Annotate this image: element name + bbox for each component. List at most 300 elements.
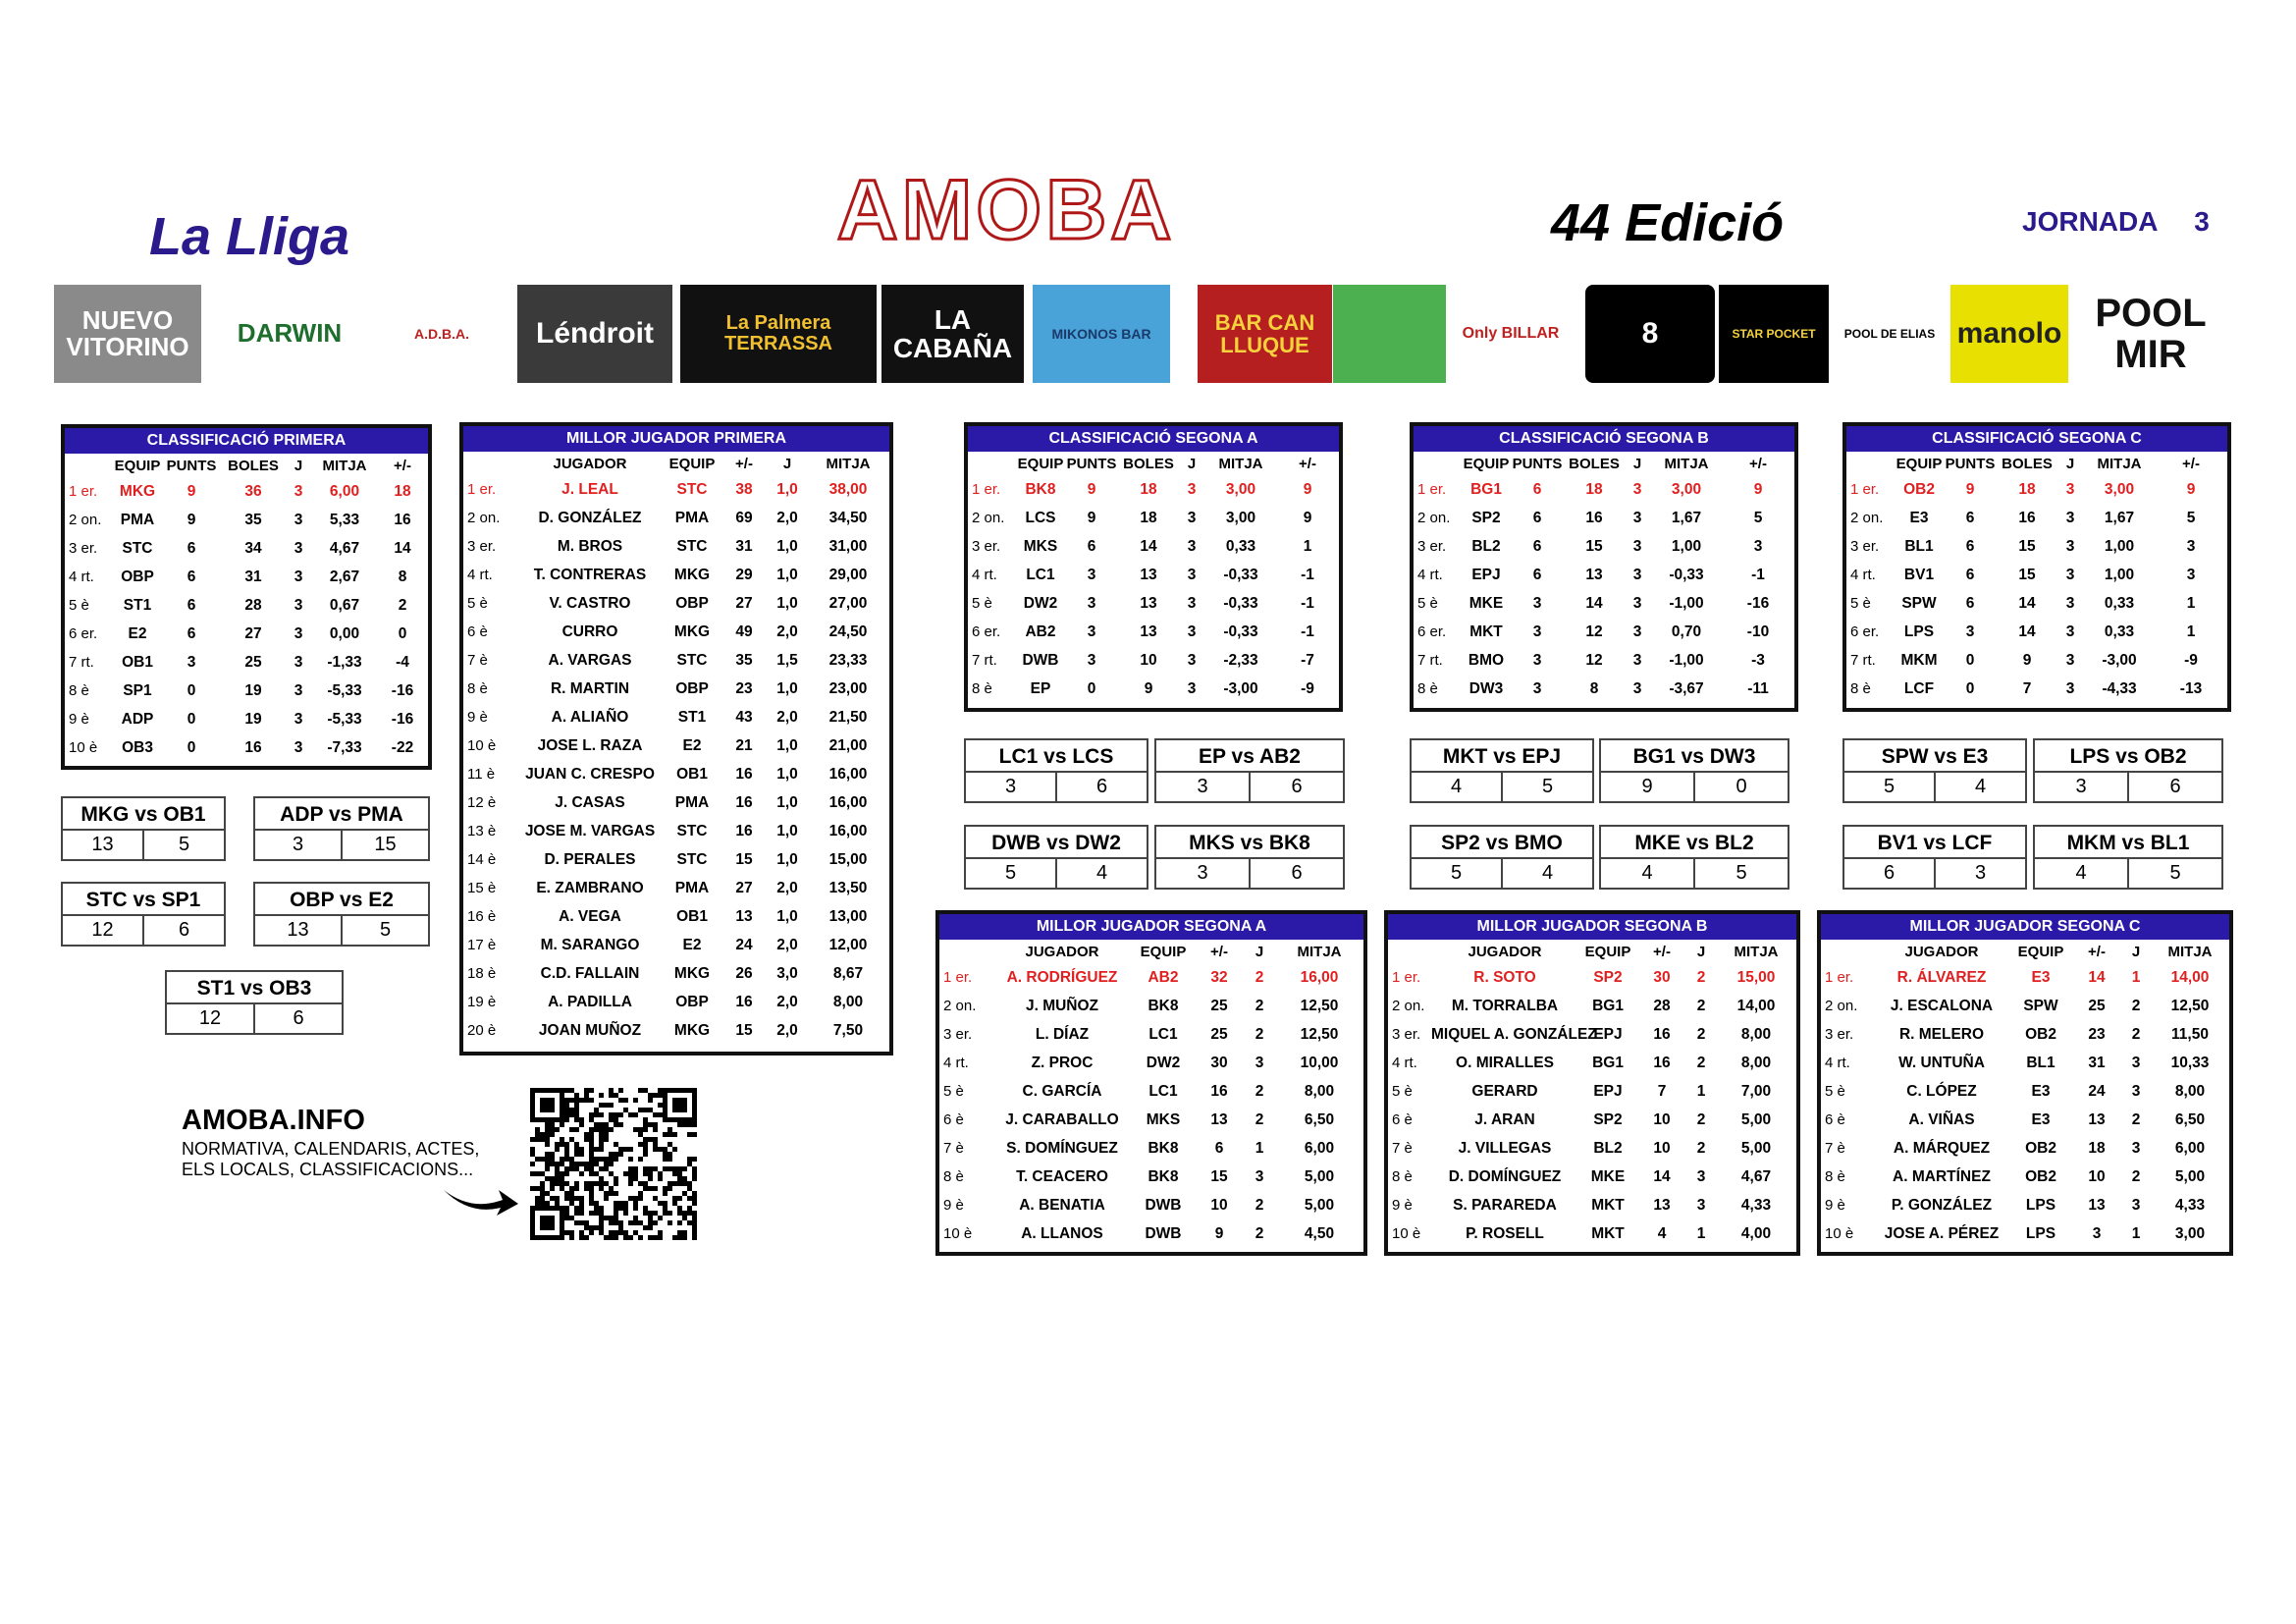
table-row (65, 705, 428, 733)
table-cell: OBP (675, 594, 709, 612)
table-row (463, 931, 889, 959)
table-cell: 5,00 (1740, 1139, 1772, 1157)
table-cell: 1 er. (1392, 969, 1421, 986)
match-box (61, 796, 226, 861)
table-cell: -5,33 (327, 710, 362, 728)
table-row (1414, 532, 1794, 561)
table-cell: 9 (1303, 509, 1312, 526)
table-cell: 16 (735, 793, 753, 811)
score-a: 13 (287, 919, 309, 941)
table-cell: D. PERALES (544, 850, 636, 868)
table-cell: 3 (1632, 651, 1642, 669)
table-cell: 14 (1653, 1167, 1671, 1185)
table-cell: 25 (244, 653, 262, 671)
score-b: 4 (1934, 773, 2025, 801)
table-cell: 19 è (467, 994, 497, 1010)
table-cell: 15 (1210, 1167, 1228, 1185)
classificacio-primera-panel (61, 424, 432, 770)
table-cell: 6 (1087, 537, 1096, 555)
table-cell: 2 (2131, 997, 2141, 1014)
table-cell: 24 (735, 936, 753, 953)
table-cell: BL1 (1904, 537, 1934, 555)
table-row (463, 504, 889, 532)
table-cell: 13 (1585, 566, 1603, 583)
table-row (968, 589, 1339, 618)
match-box (1842, 825, 2027, 890)
table-row (1414, 646, 1794, 675)
table-cell: 3 (2065, 594, 2075, 612)
table-cell: 1 er. (943, 969, 973, 986)
score-a: 12 (198, 1007, 222, 1029)
table-cell: 0,67 (329, 596, 360, 614)
table-cell: 2 (1696, 1054, 1706, 1071)
table-cell: BG1 (1592, 1054, 1624, 1071)
table-cell: A. VIÑAS (1908, 1110, 1975, 1128)
table-cell: 10 (1140, 651, 1157, 669)
column-header: J (1632, 455, 1642, 472)
table-row (1388, 1049, 1796, 1077)
table-cell: 13 è (467, 823, 497, 839)
table-cell: -16 (1746, 594, 1770, 612)
table-cell: 5 (2186, 509, 2196, 526)
table-cell: 3 (294, 568, 303, 585)
table-cell: 3 (1187, 566, 1197, 583)
table-cell: 9 (1965, 480, 1975, 498)
table-cell: LC1 (1148, 1082, 1178, 1100)
table-row (939, 1106, 1363, 1134)
table-cell: M. SARANGO (540, 936, 640, 953)
table-cell: MKE (1468, 594, 1504, 612)
column-header: JUGADOR (553, 455, 627, 472)
match-score (966, 859, 1147, 888)
column-header: BOLES (228, 457, 279, 474)
score-a: 13 (91, 834, 114, 855)
table-cell: MKT (1591, 1196, 1625, 1214)
table-cell: 3 (1632, 594, 1642, 612)
table-cell: 3 (1087, 651, 1096, 669)
table-cell: 2,0 (776, 623, 798, 640)
classificacio-segona-a-panel (964, 422, 1343, 712)
table-cell: 3,00 (1671, 480, 1702, 498)
table-cell: EPJ (1593, 1025, 1623, 1043)
table-cell: 24 (2088, 1082, 2106, 1100)
table-cell: DWB (1145, 1196, 1182, 1214)
column-header: MITJA (826, 455, 871, 472)
table-cell: 3 (187, 653, 196, 671)
table-cell: 3 (294, 710, 303, 728)
table-cell: 13 (1653, 1196, 1671, 1214)
column-header (1846, 452, 1896, 475)
table-cell: 8,00 (832, 993, 864, 1010)
table-cell: GERARD (1471, 1082, 1538, 1100)
table-cell: 3 (294, 539, 303, 557)
table-cell: 0 (1965, 679, 1975, 697)
table-cell: 7 è (943, 1140, 964, 1157)
table-cell: 24,50 (828, 623, 868, 640)
column-header (1414, 452, 1463, 475)
table-cell: PMA (120, 511, 155, 528)
table-cell: BK8 (1148, 997, 1179, 1014)
score-a: 3 (2075, 776, 2087, 797)
table-cell: 3 (294, 653, 303, 671)
table-cell: 16,00 (828, 793, 868, 811)
column-header: EQUIP (668, 455, 716, 472)
table-cell: A. BENATIA (1019, 1196, 1105, 1214)
table-cell: 27,00 (828, 594, 868, 612)
table-cell: E2 (682, 736, 702, 754)
sponsor-logo: LA CABAÑA (881, 285, 1024, 383)
table-cell: 4 rt. (1392, 1055, 1417, 1071)
table-row (1388, 992, 1796, 1020)
table-row (968, 532, 1339, 561)
millor-jugador-segona-c-panel (1817, 910, 2233, 1256)
match-label: DWB vs DW2 (966, 827, 1147, 859)
table-cell: V. CASTRO (549, 594, 631, 612)
table-cell: E3 (1909, 509, 1929, 526)
column-header: MITJA (1297, 943, 1342, 960)
table-cell: 3 (294, 511, 303, 528)
match-label: MKG vs OB1 (63, 798, 224, 831)
table-cell: 6 er. (972, 623, 1001, 640)
match-label: LPS vs OB2 (2035, 740, 2221, 773)
table-cell: 8 è (1825, 1168, 1845, 1185)
table-cell: STC (676, 537, 708, 555)
table-cell: 3 (2065, 651, 2075, 669)
table-cell: 8 è (1392, 1168, 1413, 1185)
table-cell: 4 rt. (1417, 567, 1443, 583)
table-cell: 9 (2022, 651, 2032, 669)
table-cell: OB1 (676, 765, 708, 783)
table-cell: 36 (244, 482, 262, 500)
table-cell: 6,00 (329, 482, 360, 500)
table-cell: 32 (1210, 968, 1228, 986)
table-cell: -3,00 (1223, 679, 1258, 697)
table-cell: -13 (2179, 679, 2203, 697)
table-row (968, 618, 1339, 646)
match-box (1599, 825, 1789, 890)
table-cell: 18 (394, 482, 411, 500)
classificacio-segona-b-panel (1410, 422, 1798, 712)
table-cell: 8 è (1417, 680, 1438, 697)
table-cell: 6 (187, 568, 196, 585)
table-cell: 8,00 (1304, 1082, 1335, 1100)
table-cell: EPJ (1471, 566, 1501, 583)
table-cell: 1,00 (2104, 537, 2135, 555)
table-cell: OB1 (122, 653, 153, 671)
table-cell: 14 (1140, 537, 1157, 555)
table-cell: 2 (1255, 1025, 1264, 1043)
table-cell: -1,00 (1669, 651, 1704, 669)
match-label: MKT vs EPJ (1412, 740, 1592, 773)
table-cell: 31,00 (828, 537, 868, 555)
table-cell: -9 (2184, 651, 2198, 669)
table-cell: BMO (1468, 651, 1505, 669)
table-cell: 0,70 (1671, 623, 1702, 640)
table-cell: 3,00 (1225, 480, 1256, 498)
table-cell: MIQUEL A. GONZÁLEZ (1431, 1025, 1597, 1043)
table-cell: 16,00 (828, 765, 868, 783)
table-cell: 6 (1965, 594, 1975, 612)
table-cell: 6 (1965, 537, 1975, 555)
table-cell: 5,00 (1304, 1196, 1335, 1214)
arrow-icon (442, 1178, 520, 1218)
match-box (165, 970, 344, 1035)
table-cell: 3 (2065, 566, 2075, 583)
table-cell: 20 è (467, 1022, 497, 1039)
table-cell: 16 (394, 511, 411, 528)
score-b: 5 (1693, 859, 1788, 888)
table-cell: 10 è (1392, 1225, 1421, 1242)
table-cell: 1,67 (1671, 509, 1702, 526)
table-cell: 31 (244, 568, 262, 585)
table-cell: SP2 (1471, 509, 1501, 526)
table-cell: 0 (187, 681, 196, 699)
column-header: +/- (394, 457, 411, 474)
match-label: EP vs AB2 (1156, 740, 1343, 773)
millor-jugador-segona-b-panel (1384, 910, 1800, 1256)
table-cell: 4,50 (1304, 1224, 1335, 1242)
table-cell: 3 er. (69, 540, 98, 557)
table-cell: 11 è (467, 766, 496, 783)
table-cell: -7 (1301, 651, 1314, 669)
table-cell: -7,33 (327, 738, 362, 756)
score-b: 3 (1934, 859, 2025, 888)
table-cell: 2 on. (1392, 998, 1425, 1014)
column-header: J (1255, 943, 1264, 960)
table-cell: 9 (1214, 1224, 1224, 1242)
table-cell: A. VEGA (559, 907, 621, 925)
table-row (463, 703, 889, 731)
table-cell: 8 è (943, 1168, 964, 1185)
table-cell: 2,0 (776, 1021, 798, 1039)
table-cell: 3 (1187, 651, 1197, 669)
table-cell: 29,00 (828, 566, 868, 583)
table-cell: 15 (735, 850, 753, 868)
table-cell: 6 (1532, 537, 1542, 555)
table-row (65, 733, 428, 762)
table-cell: 4 rt. (1850, 567, 1876, 583)
score-b: 15 (341, 831, 428, 859)
table-cell: 18 (1585, 480, 1603, 498)
table-cell: -0,33 (1223, 566, 1258, 583)
table-cell: 12 (1585, 623, 1603, 640)
sponsor-logo: 8 (1585, 285, 1715, 383)
sponsor-logo: STAR POCKET (1719, 285, 1829, 383)
table-cell: 2 on. (943, 998, 977, 1014)
table-cell: MKG (119, 482, 156, 500)
table-cell: 4 rt. (1825, 1055, 1850, 1071)
match-score (63, 916, 224, 945)
table-row (1388, 1163, 1796, 1191)
table-cell: SP1 (123, 681, 152, 699)
table-cell: MKG (673, 623, 711, 640)
table-cell: E3 (2031, 1082, 2051, 1100)
table-cell: 1 (1696, 1082, 1706, 1100)
table-cell: R. SOTO (1473, 968, 1536, 986)
table-cell: 12,50 (1300, 1025, 1339, 1043)
table-cell: 16 (1653, 1025, 1671, 1043)
jornada-text: JORNADA (2022, 206, 2158, 237)
info-subtitle: NORMATIVA, CALENDARIS, ACTES, ELS LOCALS, CLASSIFICACIONS... (182, 1139, 480, 1179)
table-cell: 10 è (1825, 1225, 1854, 1242)
table-cell: 3 (2186, 537, 2196, 555)
table-cell: 10 è (467, 737, 497, 754)
millor-jugador-segona-a-panel (935, 910, 1367, 1256)
table-row (1414, 475, 1794, 504)
column-header: MITJA (1734, 943, 1779, 960)
match-box (964, 738, 1148, 803)
score-a: 9 (1641, 776, 1653, 797)
column-header: +/- (2182, 455, 2200, 472)
column-header: PUNTS (1945, 455, 1996, 472)
table-row (463, 618, 889, 646)
table-cell: JOAN MUÑOZ (538, 1021, 642, 1039)
column-header: JUGADOR (1025, 943, 1099, 960)
table-row (1821, 1163, 2229, 1191)
table-cell: M. BROS (557, 537, 623, 555)
table-cell: 5,00 (1740, 1110, 1772, 1128)
table-row (1414, 589, 1794, 618)
table-cell: 4,33 (2174, 1196, 2206, 1214)
table-row (1388, 1106, 1796, 1134)
table-cell: JUAN C. CRESPO (525, 765, 655, 783)
table-cell: 3 (2131, 1082, 2141, 1100)
table-cell: 1,0 (776, 594, 798, 612)
table-cell: 18 (2088, 1139, 2106, 1157)
table-cell: A. VARGAS (548, 651, 632, 669)
table-cell: 2 on. (467, 510, 501, 526)
table-cell: 3 (1696, 1167, 1706, 1185)
table-cell: 16 (735, 993, 753, 1010)
table-cell: 9 (1753, 480, 1763, 498)
table-cell: CURRO (561, 623, 618, 640)
table-row (1821, 1049, 2229, 1077)
column-header: JUGADOR (1468, 943, 1542, 960)
table-cell: 3 (1696, 1196, 1706, 1214)
table-cell: DWB (1022, 651, 1059, 669)
sponsor-logo: manolo (1950, 285, 2068, 383)
match-score (1844, 859, 2025, 888)
table-cell: PMA (674, 509, 710, 526)
table-cell: STC (122, 539, 153, 557)
table-cell: 1,0 (776, 850, 798, 868)
table-cell: 4,67 (329, 539, 360, 557)
table-row (1388, 1219, 1796, 1248)
table-cell: 9 (187, 511, 196, 528)
table-cell: 8,67 (832, 964, 864, 982)
table-cell: 3 (1255, 1054, 1264, 1071)
table-cell: L. DÍAZ (1035, 1025, 1090, 1043)
table-cell: A. PADILLA (548, 993, 632, 1010)
table-row (1821, 1020, 2229, 1049)
table-row (1846, 475, 2227, 504)
table-cell: J. CASAS (555, 793, 625, 811)
column-header: PUNTS (1066, 455, 1117, 472)
table-cell: DW2 (1023, 594, 1058, 612)
match-label: BG1 vs DW3 (1601, 740, 1788, 773)
table-cell: 3 er. (1417, 538, 1447, 555)
match-label: BV1 vs LCF (1844, 827, 2025, 859)
table-cell: 6 (1965, 509, 1975, 526)
table-cell: BG1 (1470, 480, 1502, 498)
page-title: La Lliga (149, 207, 350, 266)
table-cell: -22 (391, 738, 414, 756)
table-cell: 2 (1696, 1139, 1706, 1157)
table-cell: 3 (294, 482, 303, 500)
table-cell: 26 (735, 964, 753, 982)
table-cell: 14,00 (2170, 968, 2210, 986)
table-cell: 7 rt. (1850, 652, 1876, 669)
table-row (463, 1016, 889, 1045)
table-row (65, 677, 428, 705)
table-cell: ADP (121, 710, 154, 728)
table-cell: -1 (1301, 623, 1314, 640)
table-cell: 25 (2088, 997, 2106, 1014)
table-row (1821, 963, 2229, 992)
table-cell: MKG (673, 566, 711, 583)
table-cell: 18 è (467, 965, 497, 982)
table-cell: -16 (391, 681, 414, 699)
table-cell: W. UNTUÑA (1898, 1054, 1985, 1071)
score-b: 4 (1501, 859, 1592, 888)
table-cell: 2 on. (1825, 998, 1858, 1014)
table-cell: 13 (1140, 623, 1157, 640)
score-a: 12 (91, 919, 114, 941)
millor-jugador-primera-panel (459, 422, 893, 1056)
table-cell: 1,0 (776, 480, 798, 498)
table-cell: BL2 (1471, 537, 1501, 555)
table-cell: OB2 (2025, 1139, 2056, 1157)
table-cell: 3 (1087, 623, 1096, 640)
table-row (1388, 1191, 1796, 1219)
table-cell: 3,0 (776, 964, 798, 982)
sponsor-logo: BAR CAN LLUQUE (1198, 285, 1332, 383)
qr-code[interactable] (530, 1088, 697, 1240)
column-header: MITJA (1218, 455, 1263, 472)
table-row (463, 760, 889, 788)
table-cell: -3,67 (1669, 679, 1704, 697)
table-cell: 2,0 (776, 879, 798, 896)
table-cell: 5 è (943, 1083, 964, 1100)
column-header: +/- (1749, 455, 1767, 472)
table-cell: 9 (187, 482, 196, 500)
info-title[interactable]: AMOBA.INFO (182, 1105, 365, 1136)
match-score (63, 831, 224, 859)
table-cell: BG1 (1592, 997, 1624, 1014)
score-b: 5 (1501, 773, 1592, 801)
table-cell: 6 (1532, 480, 1542, 498)
table-cell: DW3 (1468, 679, 1504, 697)
score-a: 4 (2075, 862, 2087, 884)
table-cell: 5 è (69, 597, 89, 614)
table-cell: 3 (1187, 537, 1197, 555)
table-cell: -0,33 (1223, 594, 1258, 612)
table-cell: 31 (2088, 1054, 2106, 1071)
table-cell: 21,50 (828, 708, 868, 726)
column-header: BOLES (2002, 455, 2053, 472)
sponsor-logo: MIKONOS BAR (1033, 285, 1170, 383)
table-cell: 1 er. (1417, 481, 1447, 498)
table-cell: 10,00 (1300, 1054, 1339, 1071)
table-cell: A. LLANOS (1021, 1224, 1103, 1242)
table-cell: 5,00 (1304, 1167, 1335, 1185)
table-cell: 21 (735, 736, 753, 754)
match-box (1154, 825, 1345, 890)
table-cell: 5 (1753, 509, 1763, 526)
column-header: +/- (1210, 943, 1228, 960)
table-cell: 3,00 (1225, 509, 1256, 526)
sponsor-logo: Léndroit (517, 285, 672, 383)
